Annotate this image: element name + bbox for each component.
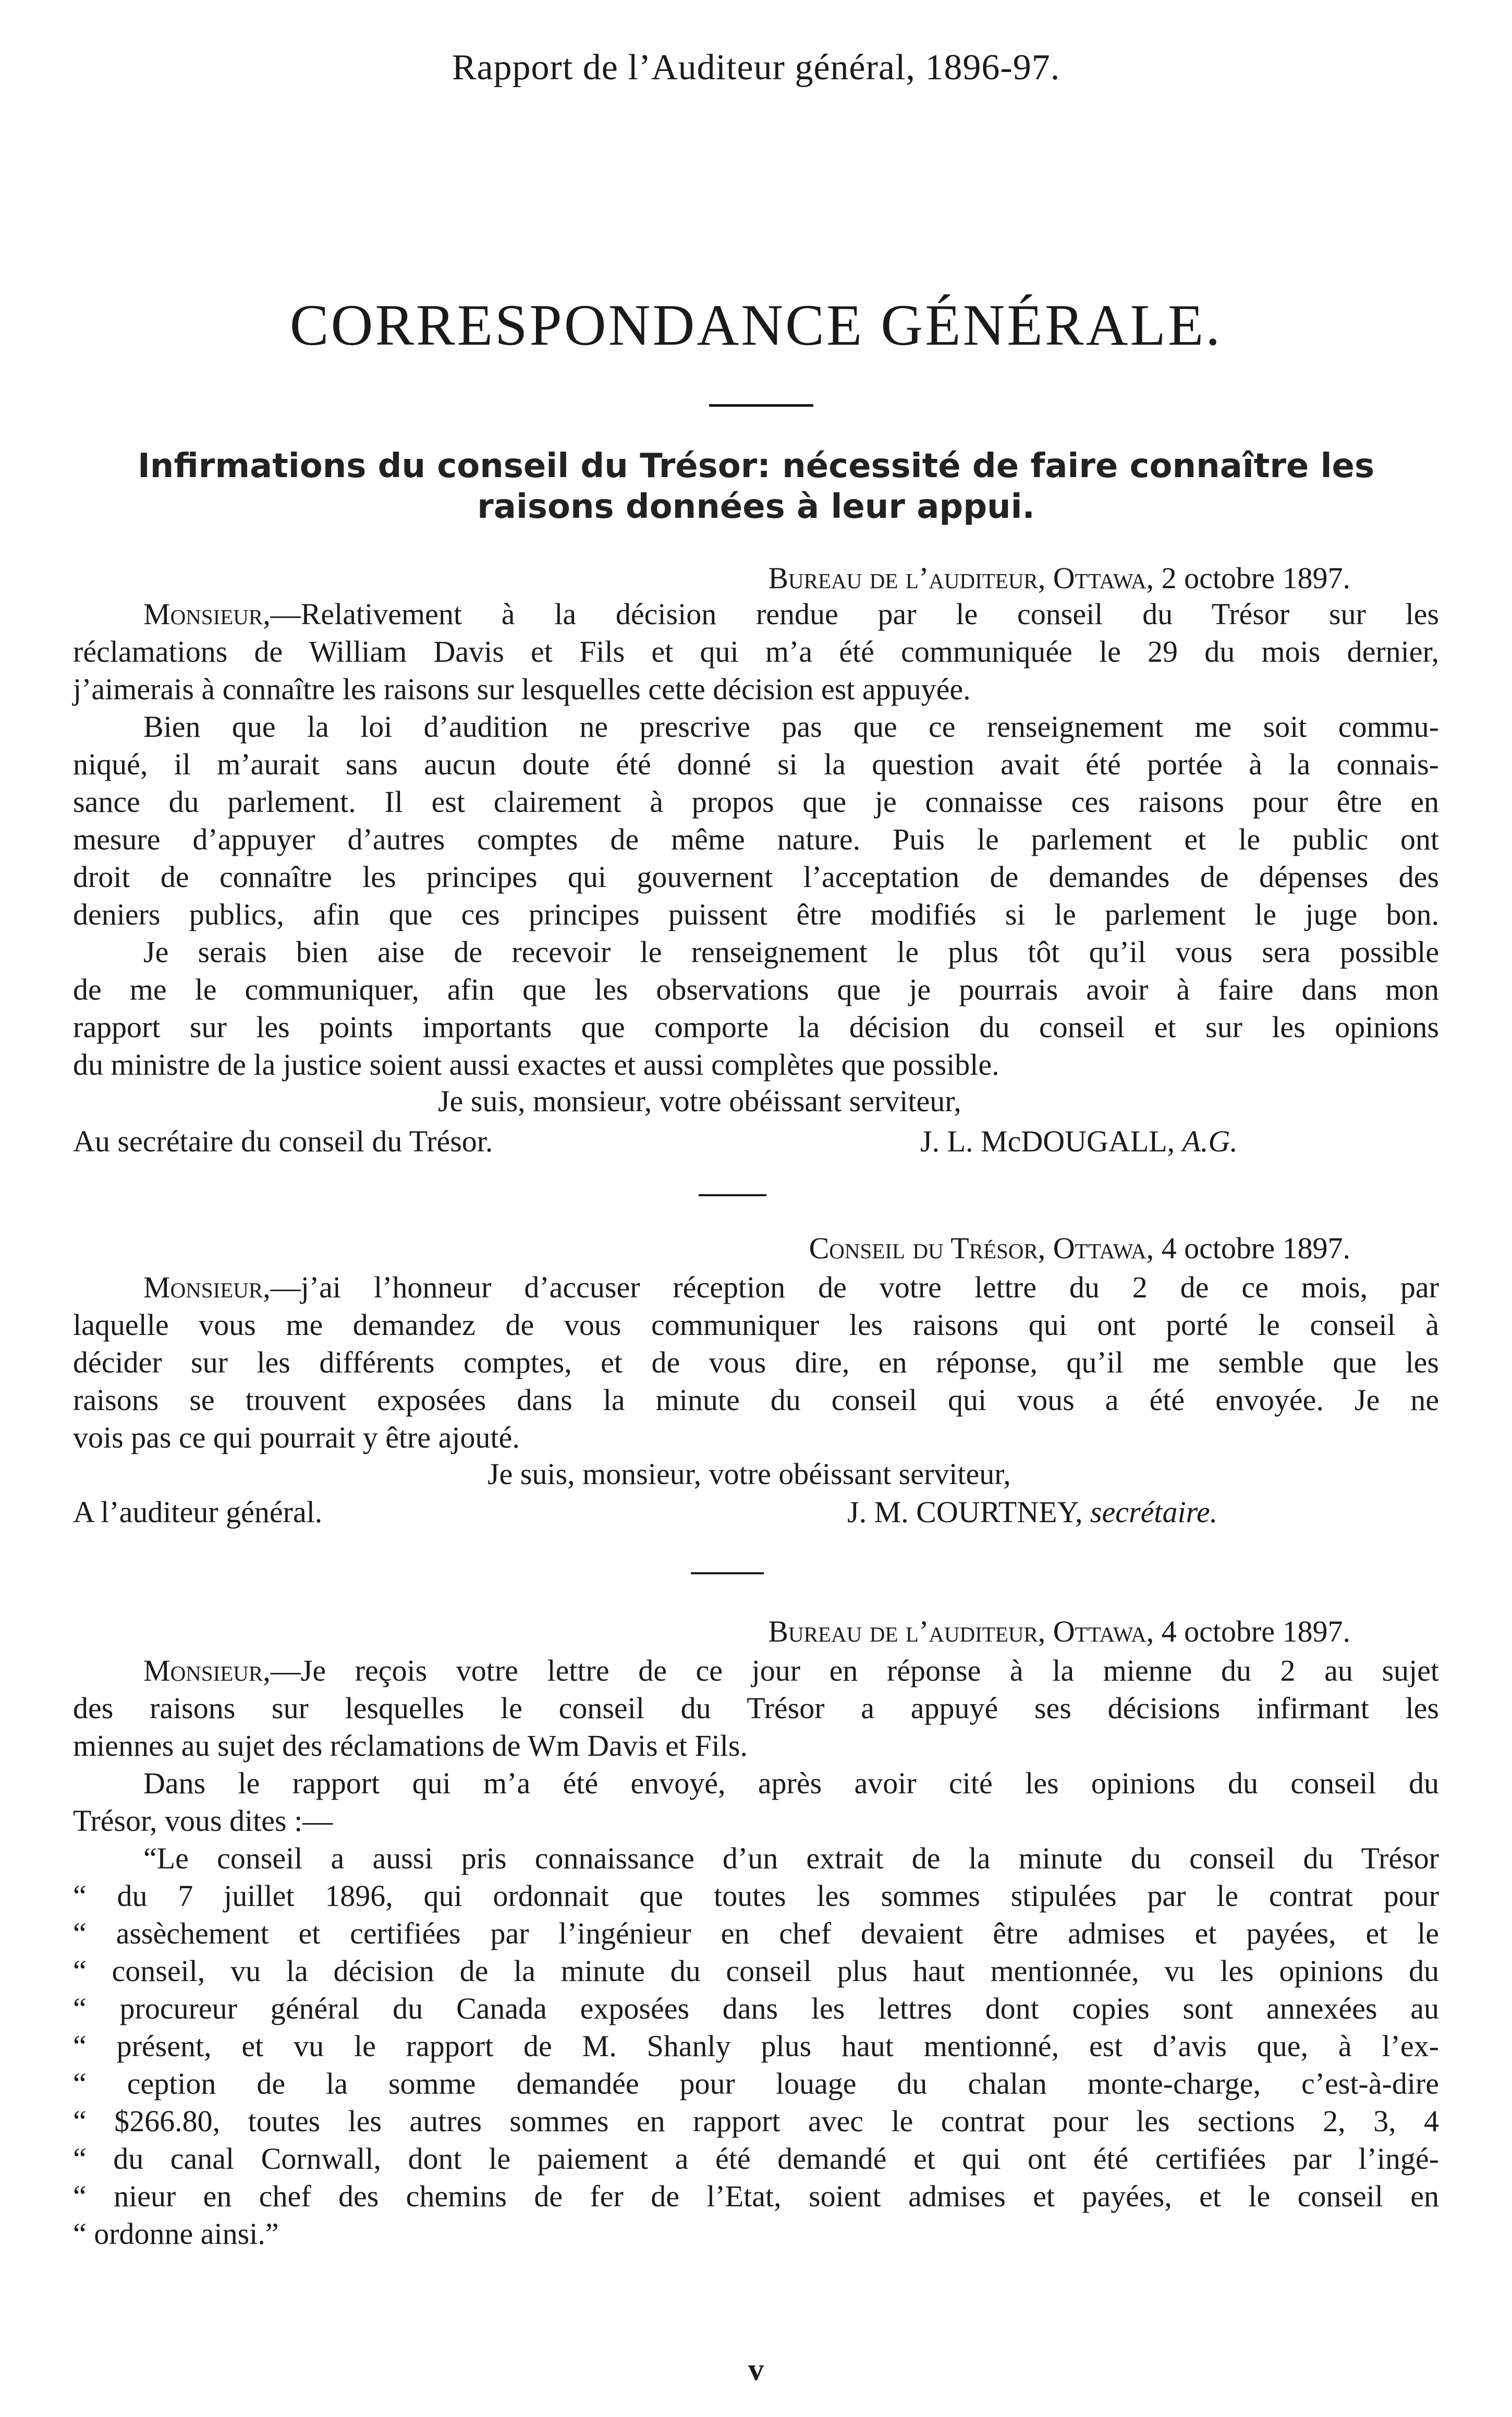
- letter1-salutation: Monsieur,: [143, 597, 271, 631]
- page-number: v: [748, 2352, 764, 2387]
- letter2-line: décider sur les différents comptes, et de vous dire, en réponse, qu’il me semble que les: [73, 1345, 1439, 1379]
- letter2-salutation: Monsieur,: [143, 1270, 271, 1304]
- quote-line: “ conseil, vu la décision de la minute du conseil plus haut mentionnée, vu les opinions du: [73, 1954, 1439, 1988]
- letter1-signature-title: A.G.: [1182, 1124, 1238, 1158]
- letter1-date: 2 octobre 1897.: [1161, 561, 1350, 595]
- letter2-signature: J. M. COURTNEY, secrétaire.: [847, 1495, 1218, 1529]
- letter3-dateline: [768, 1614, 1350, 1649]
- letter1-line: de me le communiquer, afin que les observations que je pourrais avoir à faire dans mon: [73, 973, 1439, 1006]
- quote-line: “ du 7 juillet 1896, qui ordonnait que toutes les sommes stipulées par le contrat pour: [73, 1879, 1439, 1913]
- quote-line: “Le conseil a aussi pris connaissance d’un extrait de la minute du conseil du Trésor: [143, 1841, 1439, 1875]
- subject-line: raisons données à leur appui.: [477, 488, 1035, 526]
- letter1-place: Bureau de l’auditeur, Ottawa,: [768, 561, 1154, 595]
- quote-line: “ assèchement et certifiées par l’ingénieur en chef devaient être admises et payées, et le: [73, 1916, 1439, 1950]
- letter1-line: mesure d’appuyer d’autres comptes de même nature. Puis le parlement et le public ont: [73, 822, 1439, 856]
- letter2-place: Conseil du Trésor, Ottawa,: [809, 1231, 1154, 1265]
- letter3-line: Trésor, vous dites :—: [73, 1804, 333, 1838]
- letter3-line: des raisons sur lesquelles le conseil du Trésor a appuyé ses décisions infirmant les: [73, 1691, 1439, 1725]
- letter1-line: Monsieur,—Relativement à la décision rendue par le conseil du Trésor sur les: [143, 597, 1439, 631]
- letter3-date: 4 octobre 1897.: [1161, 1614, 1350, 1648]
- quote-line: “ ception de la somme demandée pour louage du chalan monte-charge, c’est-à-dire: [73, 2067, 1439, 2100]
- quote-line: “ du canal Cornwall, dont le paiement a été demandé et qui ont été certifiées par l’ingé-: [73, 2142, 1439, 2176]
- letter1-line: Je serais bien aise de recevoir le renseignement le plus tôt qu’il vous sera possible: [143, 935, 1439, 969]
- letter1-closing: Je suis, monsieur, votre obéissant serviteur,: [438, 1084, 961, 1118]
- letter2-closing: Je suis, monsieur, votre obéissant serviteur,: [487, 1457, 1011, 1491]
- letter3-salutation: Monsieur,: [143, 1654, 271, 1687]
- quote-line: “ $266.80, toutes les autres sommes en rapport avec le contrat pour les sections 2, 3, 4: [73, 2104, 1439, 2138]
- letter2-line: vois pas ce qui pourrait y être ajouté.: [73, 1420, 520, 1454]
- letter1-line: réclamations de William Davis et Fils et qui m’a été communiquée le 29 du mois dernier,: [73, 635, 1439, 669]
- running-head: Rapport de l’Auditeur général, 1896-97.: [452, 47, 1060, 88]
- quote-line: “ ordonne ainsi.”: [73, 2217, 279, 2251]
- letter3-line: miennes au sujet des réclamations de Wm Davis et Fils.: [73, 1729, 748, 1763]
- letter1-line: deniers publics, afin que ces principes puissent être modifiés si le parlement le juge bon.: [73, 897, 1439, 931]
- subject-line: Infirmations du conseil du Trésor: nécessité de faire connaître les: [137, 447, 1375, 485]
- page-title: CORRESPONDANCE GÉNÉRALE.: [289, 293, 1223, 358]
- letter3-place: Bureau de l’auditeur, Ottawa,: [768, 1614, 1154, 1648]
- section-rule: [691, 1572, 764, 1574]
- letter2-line: Monsieur,—j’ai l’honneur d’accuser réception de votre lettre du 2 de ce mois, par: [143, 1270, 1439, 1304]
- letter1-line: Bien que la loi d’audition ne prescrive pas que ce renseignement me soit commu-: [143, 710, 1439, 744]
- letter2-line: raisons se trouvent exposées dans la minute du conseil qui vous a été envoyée. Je ne: [73, 1383, 1439, 1417]
- letter1-dateline: [768, 561, 1350, 596]
- letter2-line: laquelle vous me demandez de vous communiquer les raisons qui ont porté le conseil à: [73, 1308, 1439, 1342]
- letter1-line: rapport sur les points importants que comporte la décision du conseil et sur les opinions: [73, 1010, 1439, 1044]
- letter1-line: sance du parlement. Il est clairement à propos que je connaisse ces raisons pour être en: [73, 785, 1439, 819]
- subject-heading: [73, 446, 1439, 527]
- letter2-addressee: A l’auditeur général.: [73, 1495, 323, 1529]
- quote-line: “ nieur en chef des chemins de fer de l’Etat, soient admises et payées, et le conseil en: [73, 2179, 1439, 2213]
- letter3-line: Dans le rapport qui m’a été envoyé, après avoir cité les opinions du conseil du: [143, 1766, 1439, 1800]
- letter2-date: 4 octobre 1897.: [1161, 1231, 1350, 1265]
- letter1-addressee: Au secrétaire du conseil du Trésor.: [73, 1124, 493, 1158]
- quote-line: “ présent, et vu le rapport de M. Shanly plus haut mentionné, est d’avis que, à l’ex-: [73, 2029, 1439, 2063]
- letter1-line: droit de connaître les principes qui gouvernent l’acceptation de demandes de dépenses des: [73, 860, 1439, 894]
- letter1-line: du ministre de la justice soient aussi exactes et aussi complètes que possible.: [73, 1048, 999, 1082]
- letter3-line: Monsieur,—Je reçois votre lettre de ce jour en réponse à la mienne du 2 au sujet: [143, 1654, 1439, 1687]
- letter1-line: j’aimerais à connaître les raisons sur lesquelles cette décision est appuyée.: [73, 672, 971, 706]
- section-rule: [699, 1194, 766, 1196]
- letter1-signature: J. L. McDOUGALL, A.G.: [920, 1124, 1238, 1158]
- letter2-dateline: [809, 1231, 1350, 1266]
- title-rule: [709, 404, 813, 407]
- letter2-signature-title: secrétaire.: [1090, 1495, 1218, 1529]
- quote-line: “ procureur général du Canada exposées dans les lettres dont copies sont annexées au: [73, 1991, 1439, 2025]
- letter1-line: niqué, il m’aurait sans aucun doute été donné si la question avait été portée à la connais-: [73, 747, 1439, 781]
